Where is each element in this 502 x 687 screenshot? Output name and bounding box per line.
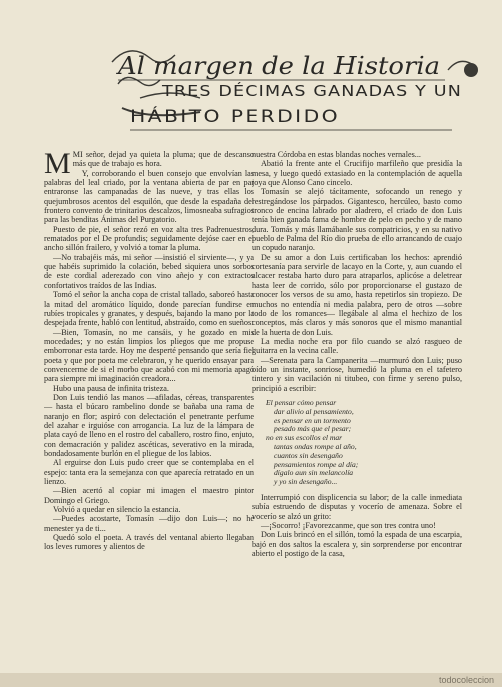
left-column <box>44 150 254 680</box>
paragraph-0-text: MI señor, dejad ya quieta la pluma; que de descanso más que de trabajo es hora. <box>72 150 254 169</box>
paragraph: Tomasín se alejó tácitamente, sofocando un renego y restregándose los párpados. Gigantesco, hercúleo, basto como tronco de encina labrado por aladrero, el criado de don Luis tenía bien ganada fama de hombre de pelo en pecho y de mano dura. Tomás y más llamábanle sus compatricios, y en su nativo pueblo de Palma del Río dio prueba de ello arrancando de cuajo un copudo naranjo. <box>252 187 462 253</box>
header-title: Al margen de la Historia <box>115 52 441 80</box>
paragraph: —¡Socorro! ¡Favorezcanme, que son tres contra uno! <box>261 520 436 530</box>
poem-line: no en sus escollos el mar <box>266 433 343 443</box>
paragraph: La media noche era por filo cuando se alzó rasgueo de guitarra en la vecina calle. <box>252 336 462 356</box>
header-subtitle-line2: HÁBITO PERDIDO <box>130 107 306 127</box>
ornament-dot <box>464 63 478 77</box>
paragraph: De su amor a don Luis certificaban los hechos: aprendió cortesanía para servirle de lacayo en la Corte, y, aun cuando el alcacer restaba harto duro para atraparlos, aplicóse a deletrear hasta leer de corrido, sólo por proporcionarse el gustazo de conocer los versos de su amo, hasta repetirlos sin tropiezo. De muchos no entendía ni media palabra, pero de otros —sobre todo de los romances— llegábale al alma el hechizo de los conceptos, más claros y más sonoros que el mismo manantial de la huerta de don Luis. <box>252 252 462 337</box>
paragraph: Volvió a quedar en silencio la estancia. <box>53 505 181 515</box>
paragraph: Abatió la frente ante el Crucifijo marfileño que presidía la mesa, y luego quedó extasiado en la contemplación de aquella joya que Alonso Cano cincelo. <box>252 159 462 188</box>
paragraph: Interrumpió con displicencia su labor; de la calle inmediata subía estruendo de disputas y vocerío de amenaza. Sobre el vocerío se alzó un grito: <box>252 492 462 521</box>
poem-line: es pensar en un tormento <box>274 415 351 425</box>
paragraph: nuestra Córdoba en estas blandas noches vernales... <box>252 150 421 159</box>
poem-line: tantas ondas rompe al año, <box>274 441 357 451</box>
paragraph: Puesto de pie, el señor rezó en voz alta tres Padrenuestros, rematados por el De profundis; seguidamente dejóse caer en el ancho sillón frailero, y volvió a tomar la pluma. <box>44 224 254 253</box>
paragraph: Hubo una pausa de infinita tristeza. <box>53 383 169 393</box>
paragraph: Don Luis brincó en el sillón, tomó la espada de una escarpia, bajó en dos saltos la escalera y, sin sorprenderse por encontrar abierto el postigo de la casa, <box>252 530 462 558</box>
poem-line: pesado más que el pesar; <box>274 424 352 434</box>
poem-line: y yo sin desengaño... <box>274 477 338 487</box>
header-subtitle-line1: TRES DÉCIMAS GANADAS Y UN <box>162 82 420 100</box>
paragraph: —Serenata para la Campanerita —murmuró don Luis; puso oído un instante, sonriose, humedió la pluma en el tafetero tintero y sin vacilación ni titubeo, con firme y sereno pulso, principió a escribir: <box>252 355 462 393</box>
right-column <box>252 150 462 680</box>
paragraph: —No trabajéis más, mi señor —insistió el sirviente—, y ya que habéis suprimido la colación, bebed siquiera unos sorbos de este cordial aderezado con vino añejo y con extractos confortativos traídos de las Indias. <box>44 252 254 290</box>
scan-footer <box>0 673 502 687</box>
poem-line: dar alivio al pensamiento, <box>274 406 354 416</box>
poem <box>266 399 462 487</box>
poem-line: cuantos sin desengaño <box>274 450 343 460</box>
watermark: todocoleccion <box>438 675 494 685</box>
paragraph: Y, corroborando el buen consejo que envolvían las palabras del leal criado, por la ventana abierta de par en par entraronse las campanadas de las nueve, y tras ellas los quejumbrosos acentos del esquilón, que desde la espadaña del frontero convento de trinitarios descalzos, limosneaba sufragios para las benditas Ánimas del Purgatorio. <box>44 168 254 225</box>
paragraph: Tomó el señor la ancha copa de cristal tallado, saboreó hasta la mitad del aromático líquido, donde parecían fundirse en rubíes tropicales y granates, y después, bajando la mano por la despejada frente, habló con lentitud, abstraído, como en sueños: <box>44 290 254 328</box>
paragraph: Al erguirse don Luis pudo creer que se contemplaba en el espejo: tanta era la semejanza con que aparecía retratado en un lienzo. <box>44 458 254 487</box>
poem-line: dígalo aun sin melancolía <box>274 468 354 478</box>
paragraph: —Bien acertó al copiar mi imagen el maestro pintor Domingo el Griego. <box>44 486 254 505</box>
paragraph: Quedó solo el poeta. A través del ventanal abierto llegaban los leves rumores y alientos de <box>44 533 254 552</box>
paragraph: Don Luis tendió las manos —afiladas, céreas, transparentes— hasta el búcaro rambelino donde se bañaba una rama de naranjo en flor; aspiró con delectación el penetrante perfume del azahar e irguióse con arrogancia. La luz de la lámpara de plata cayó de lleno en el rostro del caballero, rostro fino, enjuto, con demacración y palidez ascéticas, severativo en la mirada, bondadosamente burlón en el pliegue de los labios. <box>44 392 254 458</box>
paragraph-0 <box>44 150 254 180</box>
poem-line: El pensar cómo pensar <box>266 397 337 407</box>
drop-cap: M <box>44 150 71 180</box>
paragraph: —Bien, Tomasín, no me cansáis, y he gozado en mis mocedades; y no están limpios los pliegos que me propuse emborronar esta tarde. Hoy me desperté pensando que sería fiel poeta y que por poeta me celebraron, y he querido ensayar para convencerme de si el morbo que acabó con mi memoria apagó para siempre mi imaginación creadora... <box>44 327 254 384</box>
paragraph: —Puedes acostarte, Tomasín —dijo don Luis—; no he menester ya de ti... <box>44 514 254 533</box>
article-header <box>0 0 502 150</box>
poem-line: pensamientos rompe al día; <box>274 459 359 469</box>
